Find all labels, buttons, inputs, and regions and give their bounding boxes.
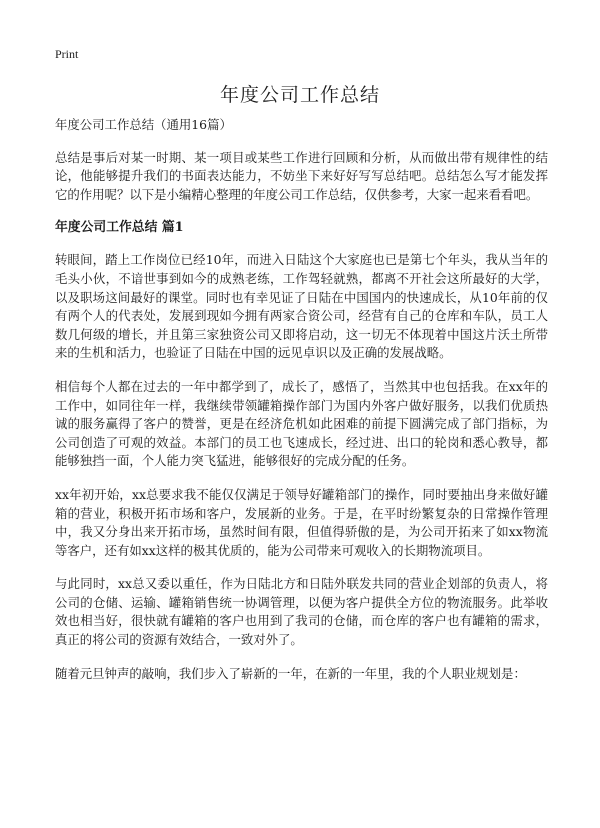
document-body <box>55 116 548 698</box>
body-paragraph-3: xx年初开始，xx总要求我不能仅仅满足于领导好罐箱部门的操作，同时要抽出身来做好罐箱的营业，积极开拓市场和客户，发展新的业务。于是，在平时纷繁复杂的日常操作管理中，我又分身出来开拓市场，虽然时间有限，但值得骄傲的是，为公司开拓来了如xx物流等客户，还有如xx这样的极其优质的，能为公司带来可观收入的长期物流项目。 <box>55 486 548 558</box>
body-paragraph-4: 与此同时，xx总又委以重任，作为日陆北方和日陆外联发共同的营业企划部的负责人，将公司的仓储、运输、罐箱销售统一协调管理，以便为客户提供全方位的物流服务。此举收效也相当好，很快就有罐箱的客户也用到了我司的仓储，而仓库的客户也有罐箱的需求，真正的将公司的资源有效结合，一致对外了。 <box>55 576 548 648</box>
body-paragraph-1: 转眼间，踏上工作岗位已经10年，而进入日陆这个大家庭也已是第七个年头，我从当年的毛头小伙，不谙世事到如今的成熟老练，工作驾轻就熟，都离不开社会这所最好的大学，以及职场这间最好的课堂。同时也有幸见证了日陆在中国国内的快速成长，从10年前的仅有两个人的代表处，发展到现如今拥有两家合资公司，经营有自己的仓库和车队，员工人数几何级的增长，并且第三家独资公司又即将启动，这一切无不体现着中国这片沃土所带来的生机和活力，也验证了日陆在中国的远见卓识以及正确的发展战略。 <box>55 252 548 361</box>
print-link[interactable]: Print <box>55 47 79 61</box>
document-title: 年度公司工作总结 <box>219 84 380 106</box>
body-paragraph-2: 相信每个人都在过去的一年中都学到了，成长了，感悟了，当然其中也包括我。在xx年的工作中，如同往年一样，我继续带领罐箱操作部门为国内外客户做好服务，以我们优质热诚的服务赢得了客户的赞誉，更是在经济危机如此困难的前提下圆满完成了部门指标，为公司创造了可观的效益。本部门的员工也飞速成长，经过进、出口的轮岗和悉心教导，都能够独挡一面，个人能力突飞猛进，能够很好的完成分配的任务。 <box>55 378 548 469</box>
section-heading: 年度公司工作总结 篇1 <box>55 220 184 236</box>
intro-paragraph: 总结是事后对某一时期、某一项目或某些工作进行回顾和分析，从而做出带有规律性的结论，他能够提升我们的书面表达能力，不妨坐下来好好写写总结吧。总结怎么写才能发挥它的作用呢？以下是小编精心整理的年度公司工作总结，仅供参考，大家一起来看看吧。 <box>55 149 548 202</box>
document-subtitle: 年度公司工作总结（通用16篇） <box>55 117 232 132</box>
body-paragraph-5: 随着元旦钟声的敲响，我们步入了崭新的一年，在新的一年里，我的个人职业规划是： <box>55 665 526 681</box>
